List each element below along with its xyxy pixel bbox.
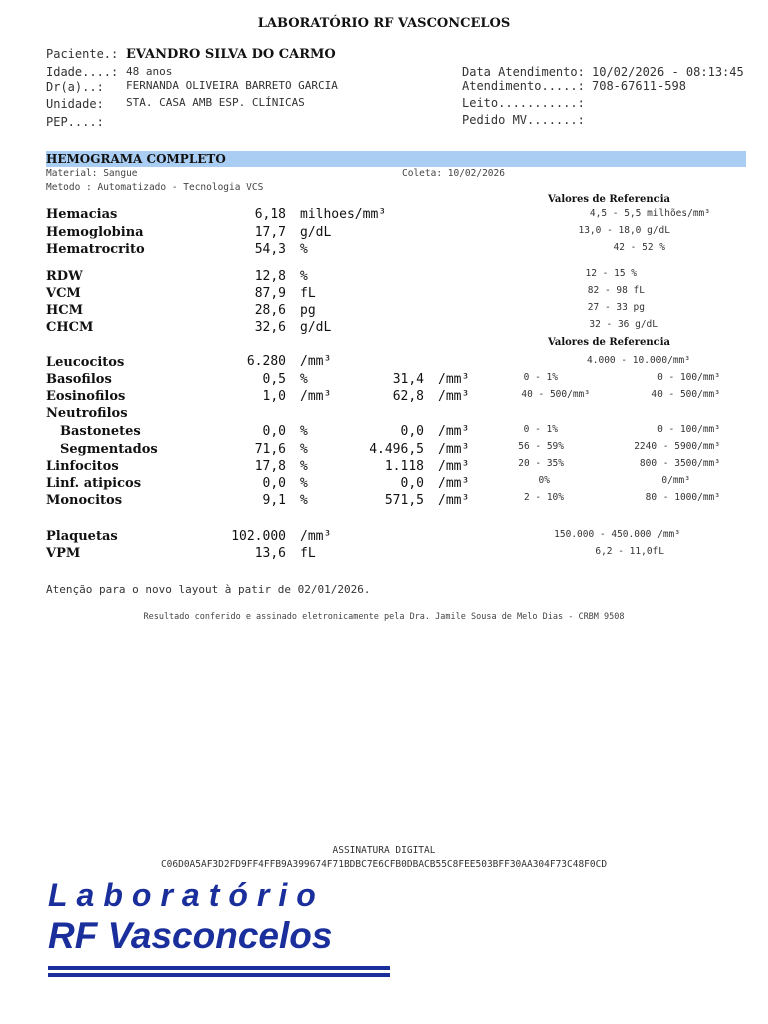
result-unit: /mm³ bbox=[300, 354, 332, 369]
result-abs-unit: /mm³ bbox=[438, 424, 470, 439]
result-abs: 4.496,5 bbox=[369, 442, 424, 457]
pep-label: PEP....: bbox=[46, 115, 104, 129]
order-label: Pedido MV.......: bbox=[462, 113, 585, 127]
result-pct: 0,0 bbox=[262, 424, 286, 439]
result-abs: 1.118 bbox=[384, 459, 424, 474]
attendance-label: Atendimento.....: bbox=[462, 79, 585, 93]
result-pct-unit: % bbox=[300, 442, 308, 457]
result-abs-unit: /mm³ bbox=[438, 459, 470, 474]
result-abs: 62,8 bbox=[392, 389, 424, 404]
method: Metodo : Automatizado - Tecnologia VCS bbox=[46, 182, 264, 193]
unit-label: Unidade: bbox=[46, 97, 104, 111]
result-value: 102.000 bbox=[231, 529, 286, 544]
result-pct-unit: % bbox=[300, 493, 308, 508]
result-ref-pct: 20 - 35% bbox=[518, 458, 564, 469]
result-name: Bastonetes bbox=[60, 424, 141, 439]
logo-rule bbox=[48, 966, 390, 970]
result-pct: 1,0 bbox=[262, 389, 286, 404]
signature-statement: Resultado conferido e assinado eletronicamente pela Dra. Jamile Sousa de Melo Dias - CRBM 9508 bbox=[143, 612, 625, 622]
result-name: Leucocitos bbox=[46, 355, 125, 370]
result-unit: pg bbox=[300, 303, 316, 318]
result-abs-unit: /mm³ bbox=[438, 476, 470, 491]
result-unit: g/dL bbox=[300, 320, 332, 335]
result-abs-unit: /mm³ bbox=[438, 389, 470, 404]
lab-title: LABORATÓRIO RF VASCONCELOS bbox=[257, 16, 511, 31]
age-label: Idade....: bbox=[46, 65, 119, 79]
result-pct: 9,1 bbox=[262, 493, 286, 508]
ref-heading: Valores de Referencia bbox=[548, 194, 670, 205]
result-pct: 0,0 bbox=[262, 476, 286, 491]
result-ref-abs: 0 - 100/mm³ bbox=[657, 372, 720, 383]
result-value: 6.280 bbox=[246, 354, 286, 369]
result-value: 54,3 bbox=[254, 242, 286, 257]
result-name: Hemacias bbox=[46, 207, 118, 222]
result-name: Linfocitos bbox=[46, 459, 119, 474]
patient-label: Paciente.: bbox=[46, 47, 119, 61]
result-pct: 0,5 bbox=[262, 372, 286, 387]
result-name: RDW bbox=[46, 269, 83, 284]
result-abs-unit: /mm³ bbox=[438, 442, 470, 457]
result-ref-abs: 2240 - 5900/mm³ bbox=[634, 441, 720, 452]
date-value: 10/02/2026 - 08:13:45 bbox=[592, 65, 744, 79]
result-name: VCM bbox=[46, 286, 81, 301]
result-name: Linf. atipicos bbox=[46, 476, 142, 491]
result-ref-abs: 0 - 100/mm³ bbox=[657, 424, 720, 435]
result-name: CHCM bbox=[46, 320, 94, 335]
result-ref: 42 - 52 % bbox=[613, 242, 665, 253]
result-name: Segmentados bbox=[60, 442, 158, 457]
result-abs: 0,0 bbox=[400, 424, 424, 439]
result-unit: fL bbox=[300, 286, 316, 301]
bed-label: Leito...........: bbox=[462, 96, 585, 110]
result-pct-unit: % bbox=[300, 476, 308, 491]
result-pct: 17,8 bbox=[254, 459, 286, 474]
result-name: Basofilos bbox=[46, 372, 112, 387]
result-ref-pct: 0 - 1% bbox=[523, 424, 558, 435]
logo-text-line1: Laboratório bbox=[48, 878, 325, 913]
result-unit: % bbox=[300, 242, 308, 257]
doctor-value: FERNANDA OLIVEIRA BARRETO GARCIA bbox=[126, 79, 338, 92]
result-unit: % bbox=[300, 269, 308, 284]
result-ref: 4,5 - 5,5 milhões/mm³ bbox=[589, 208, 710, 219]
logo-rule bbox=[48, 973, 390, 977]
ref-heading: Valores de Referencia bbox=[548, 337, 670, 348]
material: Material: Sangue bbox=[46, 168, 138, 179]
result-unit: milhoes/mm³ bbox=[300, 207, 387, 222]
result-unit: fL bbox=[300, 546, 316, 561]
result-name: Hemoglobina bbox=[46, 225, 144, 240]
date-label: Data Atendimento: bbox=[462, 65, 585, 79]
digital-signature-hash: C06D0A5AF3D2FD9FF4FFB9A399674F71BDBC7E6CFB0DBACB55C8FEE503BFF30AA304F73C48F0CD bbox=[160, 859, 608, 870]
result-abs: 31,4 bbox=[392, 372, 424, 387]
collection-date: Coleta: 10/02/2026 bbox=[402, 168, 505, 179]
result-abs-unit: /mm³ bbox=[438, 493, 470, 508]
result-ref: 27 - 33 pg bbox=[587, 302, 645, 313]
result-ref: 150.000 - 450.000 /mm³ bbox=[554, 529, 680, 540]
result-unit: g/dL bbox=[300, 225, 332, 240]
result-ref-pct: 0 - 1% bbox=[523, 372, 558, 383]
result-ref-pct: 2 - 10% bbox=[523, 492, 564, 503]
result-ref: 32 - 36 g/dL bbox=[589, 319, 658, 330]
result-name: Hematrocrito bbox=[46, 242, 145, 257]
unit-value: STA. CASA AMB ESP. CLÍNICAS bbox=[126, 96, 305, 109]
result-ref: 13,0 - 18,0 g/dL bbox=[578, 225, 670, 236]
result-abs: 0,0 bbox=[400, 476, 424, 491]
result-pct-unit: % bbox=[300, 424, 308, 439]
result-value: 28,6 bbox=[254, 303, 286, 318]
lab-logo bbox=[46, 878, 396, 982]
result-ref-abs: 0/mm³ bbox=[661, 475, 690, 486]
result-ref: 12 - 15 % bbox=[585, 268, 637, 279]
result-pct: 71,6 bbox=[254, 442, 286, 457]
attendance-value: 708-67611-598 bbox=[592, 79, 686, 93]
doctor-label: Dr(a)..: bbox=[46, 80, 104, 94]
result-ref-pct: 0% bbox=[538, 475, 550, 486]
result-ref-pct: 40 - 500/mm³ bbox=[521, 389, 590, 400]
result-value: 87,9 bbox=[254, 286, 286, 301]
result-pct-unit: /mm³ bbox=[300, 389, 332, 404]
result-pct-unit: % bbox=[300, 459, 308, 474]
result-abs-unit: /mm³ bbox=[438, 372, 470, 387]
result-ref-abs: 800 - 3500/mm³ bbox=[639, 458, 720, 469]
result-ref: 82 - 98 fL bbox=[587, 285, 645, 296]
result-value: 6,18 bbox=[254, 207, 286, 222]
result-value: 12,8 bbox=[254, 269, 286, 284]
result-unit: /mm³ bbox=[300, 529, 332, 544]
result-name: VPM bbox=[46, 546, 81, 561]
result-pct-unit: % bbox=[300, 372, 308, 387]
result-ref-pct: 56 - 59% bbox=[518, 441, 564, 452]
digital-signature-title: ASSINATURA DIGITAL bbox=[332, 845, 436, 856]
result-value: 32,6 bbox=[254, 320, 286, 335]
layout-note: Atenção para o novo layout à patir de 02/01/2026. bbox=[46, 583, 371, 596]
result-name: Neutrofilos bbox=[46, 406, 128, 421]
result-name: Eosinofilos bbox=[46, 389, 126, 404]
logo-text-line2: RF Vasconcelos bbox=[48, 915, 333, 956]
result-ref-abs: 40 - 500/mm³ bbox=[651, 389, 720, 400]
result-ref: 4.000 - 10.000/mm³ bbox=[587, 355, 690, 366]
result-value: 13,6 bbox=[254, 546, 286, 561]
section-title: HEMOGRAMA COMPLETO bbox=[46, 152, 226, 166]
result-abs: 571,5 bbox=[384, 493, 424, 508]
patient-name: EVANDRO SILVA DO CARMO bbox=[126, 47, 336, 62]
result-name: Monocitos bbox=[46, 493, 123, 508]
age-value: 48 anos bbox=[126, 65, 173, 78]
result-ref: 6,2 - 11,0fL bbox=[595, 546, 664, 557]
result-name: Plaquetas bbox=[46, 529, 118, 544]
result-name: HCM bbox=[46, 303, 84, 318]
result-value: 17,7 bbox=[254, 225, 286, 240]
result-ref-abs: 80 - 1000/mm³ bbox=[645, 492, 720, 503]
